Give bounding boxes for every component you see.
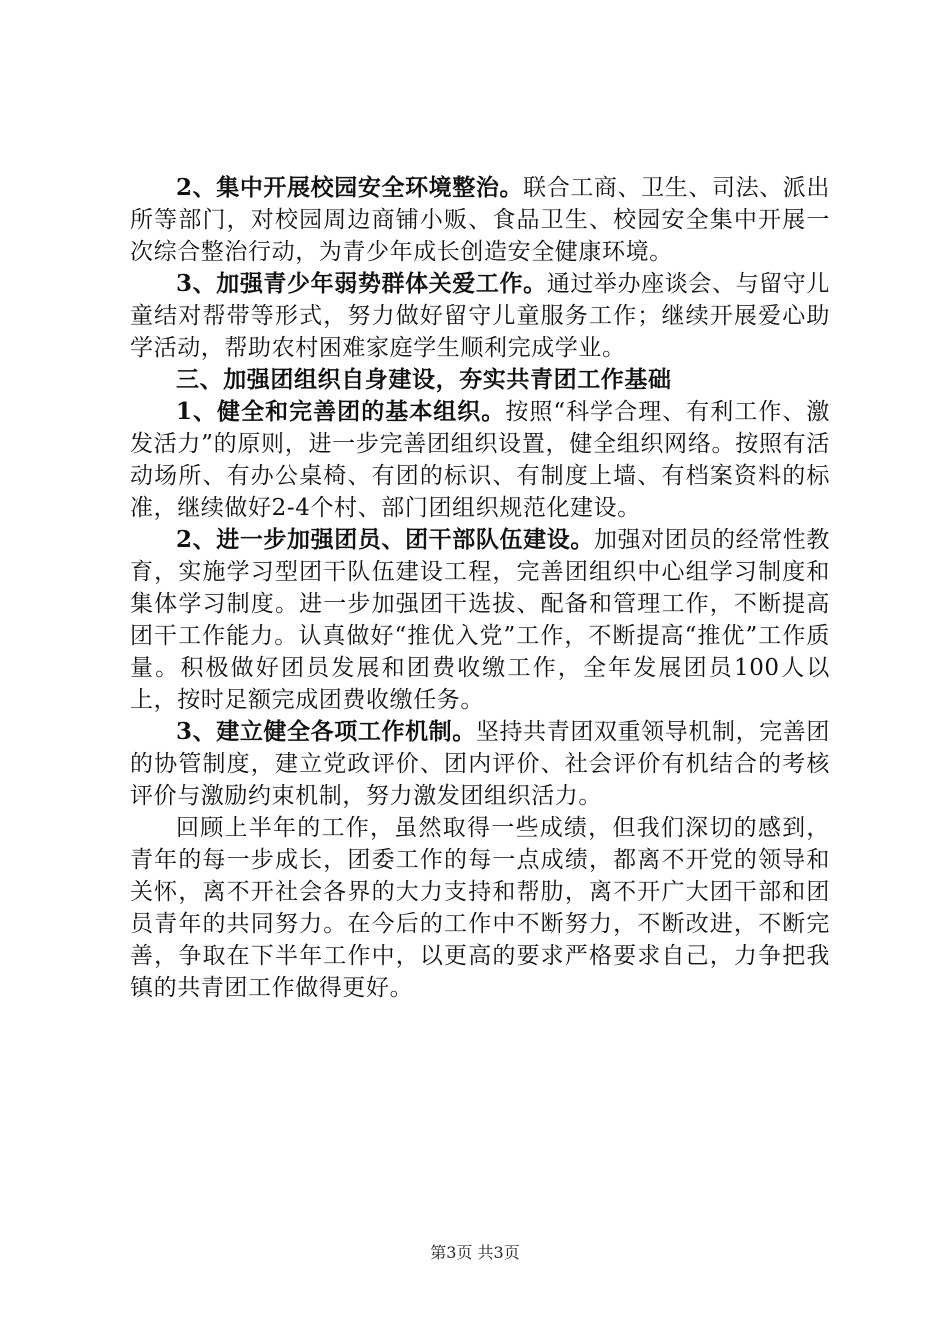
paragraph-review-conclusion <box>130 812 830 1004</box>
paragraph-vulnerable-youth-care <box>130 268 830 364</box>
paragraph-lead: 2、集中开展校园安全环境整治。 <box>176 174 524 201</box>
page-indicator: 第3页 共3页 <box>430 1243 520 1262</box>
paragraph-text: 坚持共青团双重领导机制，完善团的协管制度，建立党政评价、团内评价、社会评价有机结合的考核评价与激励约束机制，努力激发团组织活力。 <box>130 719 831 809</box>
paragraph-work-mechanisms <box>130 716 830 812</box>
paragraph-campus-safety <box>130 172 830 268</box>
document-body <box>130 172 830 1004</box>
paragraph-lead: 3、建立健全各项工作机制。 <box>176 718 476 745</box>
paragraph-lead: 3、加强青少年弱势群体关爱工作。 <box>176 270 547 297</box>
paragraph-text: 按照“科学合理、有利工作、激发活力”的原则，进一步完善团组织设置，健全组织网络。按照有活动场所、有办公桌椅、有团的标识、有制度上墙、有档案资料的标准，继续做好2-4个村、部门团组织规范化建设。 <box>130 399 830 521</box>
paragraph-lead: 1、健全和完善团的基本组织。 <box>176 398 506 425</box>
paragraph-lead: 2、进一步加强团员、团干部队伍建设。 <box>176 526 594 553</box>
paragraph-team-building <box>130 524 830 716</box>
paragraph-text: 加强对团员的经常性教育，实施学习型团干队伍建设工程，完善团组织中心组学习制度和集体学习制度。进一步加强团干选拔、配备和管理工作，不断提高团干工作能力。认真做好“推优入党”工作，不断提高“推优”工作质量。积极做好团员发展和团费收缴工作，全年发展团员100人以上，按时足额完成团费收缴任务。 <box>130 527 830 713</box>
paragraph-text: 通过举办座谈会、与留守儿童结对帮带等形式，努力做好留守儿童服务工作；继续开展爱心助学活动，帮助农村困难家庭学生顺利完成学业。 <box>130 271 830 361</box>
section-heading <box>130 364 830 396</box>
section-heading-text: 三、加强团组织自身建设，夯实共青团工作基础 <box>176 366 672 393</box>
paragraph-text: 回顾上半年的工作，虽然取得一些成绩，但我们深切的感到，青年的每一步成长，团委工作的每一点成绩，都离不开党的领导和关怀，离不开社会各界的大力支持和帮肋，离不开广大团干部和团员青年的共同努力。在今后的工作中不断努力，不断改进，不断完善，争取在下半年工作中，以更高的要求严格要求自己，力争把我镇的共青团工作做得更好。 <box>130 815 830 1001</box>
paragraph-text: 联合工商、卫生、司法、派出所等部门，对校园周边商铺小贩、食品卫生、校园安全集中开展一次综合整治行动，为青少年成长创造安全健康环境。 <box>130 175 830 265</box>
paragraph-basic-organization <box>130 396 830 524</box>
page-footer <box>0 1243 950 1263</box>
